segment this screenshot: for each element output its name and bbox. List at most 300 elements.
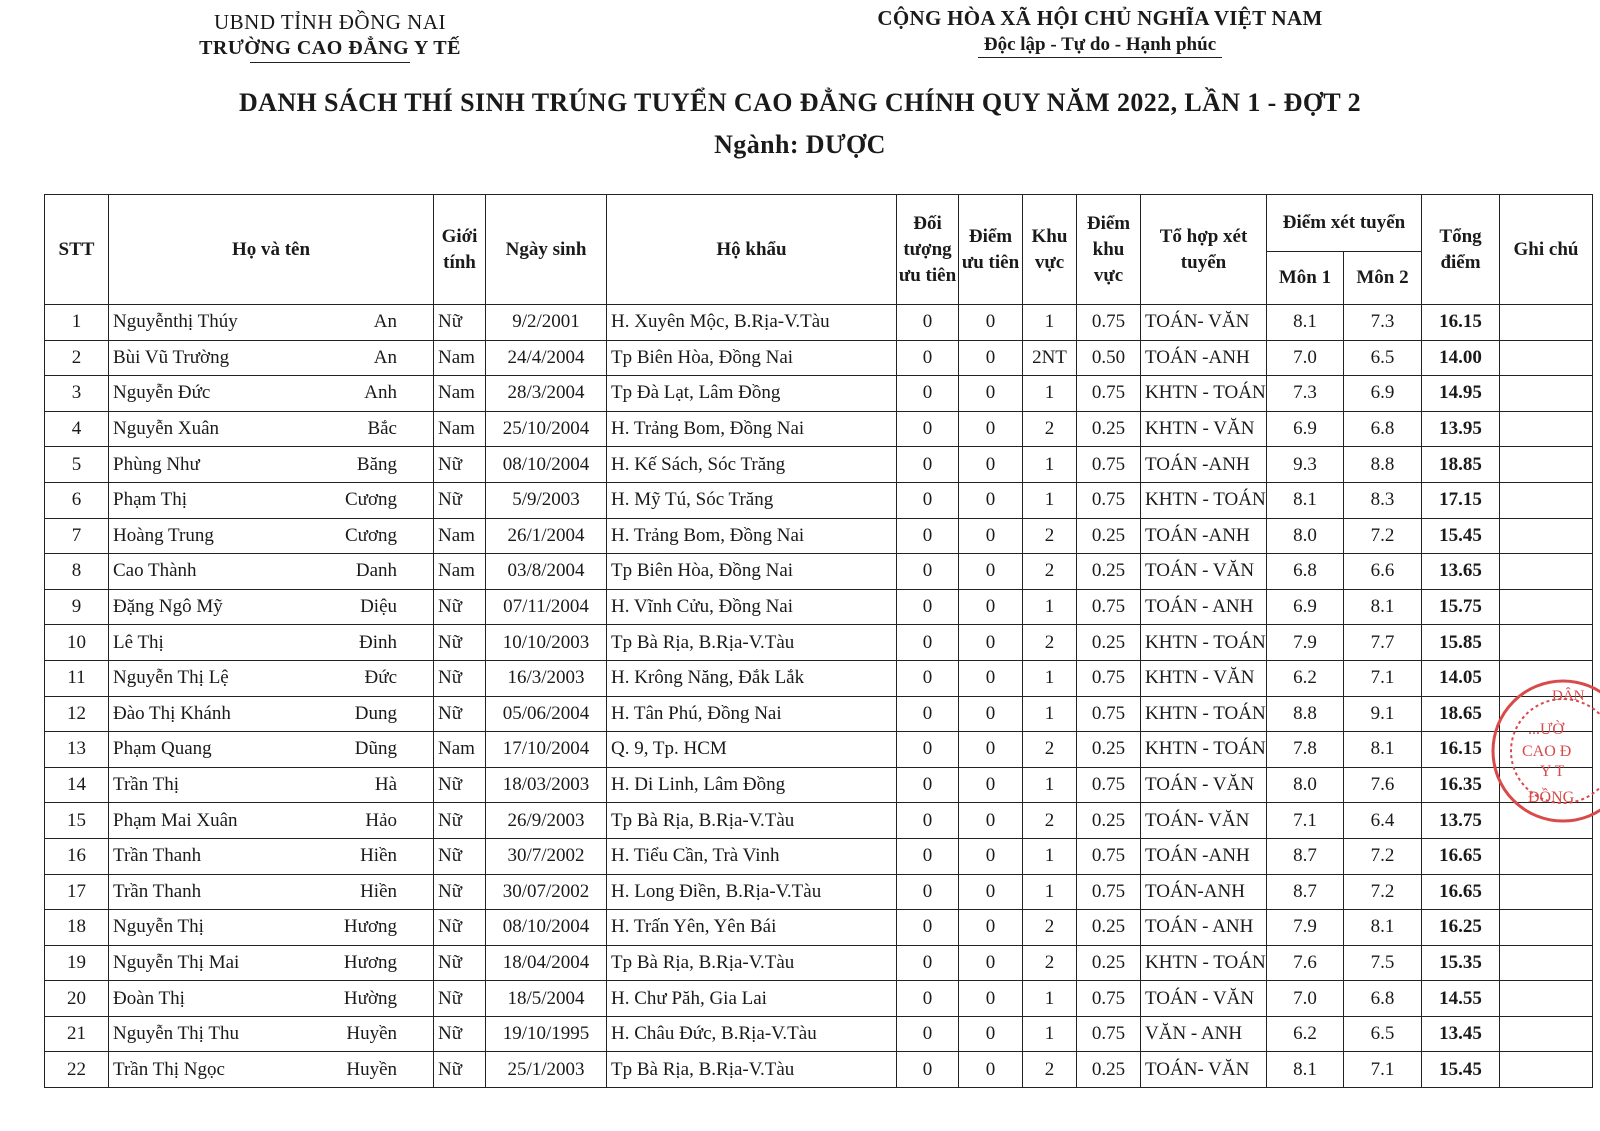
cell-name <box>109 447 434 483</box>
cell-gender: Nam <box>434 732 486 768</box>
first-name: Đinh <box>359 631 397 653</box>
cell-region: 1 <box>1023 838 1077 874</box>
cell-priority-group: 0 <box>897 803 959 839</box>
cell-gender: Nữ <box>434 981 486 1017</box>
cell-name <box>109 874 434 910</box>
col-header-region-points: Điểm khu vực <box>1077 195 1141 305</box>
cell-combo: KHTN - TOÁN <box>1141 376 1267 412</box>
first-name: Bắc <box>367 418 397 440</box>
header-left <box>165 10 495 63</box>
cell-region: 1 <box>1023 589 1077 625</box>
cell-subject-1: 7.8 <box>1267 732 1344 768</box>
cell-priority-points: 0 <box>959 874 1023 910</box>
cell-name <box>109 1052 434 1088</box>
cell-name <box>109 518 434 554</box>
first-name: Dung <box>354 702 397 724</box>
cell-region: 2 <box>1023 518 1077 554</box>
cell-stt: 4 <box>45 411 109 447</box>
cell-combo: TOÁN - ANH <box>1141 589 1267 625</box>
table-row <box>45 376 1593 412</box>
cell-gender: Nữ <box>434 305 486 341</box>
cell-combo: TOÁN - VĂN <box>1141 981 1267 1017</box>
cell-priority-points: 0 <box>959 376 1023 412</box>
cell-name <box>109 767 434 803</box>
cell-priority-points: 0 <box>959 518 1023 554</box>
cell-gender: Nữ <box>434 767 486 803</box>
cell-priority-group: 0 <box>897 981 959 1017</box>
last-middle-name: Nguyễnthị Thúy <box>113 311 238 333</box>
cell-gender: Nữ <box>434 803 486 839</box>
cell-priority-group: 0 <box>897 732 959 768</box>
table-row <box>45 1052 1593 1088</box>
cell-name <box>109 910 434 946</box>
cell-note <box>1500 838 1593 874</box>
cell-subject-2: 7.1 <box>1344 1052 1422 1088</box>
cell-gender: Nữ <box>434 945 486 981</box>
first-name: Dũng <box>354 738 397 760</box>
cell-dob: 18/03/2003 <box>486 767 607 803</box>
cell-address: H. Châu Đức, B.Rịa-V.Tàu <box>607 1016 897 1052</box>
cell-priority-points: 0 <box>959 447 1023 483</box>
cell-region-points: 0.25 <box>1077 554 1141 590</box>
cell-subject-2: 7.2 <box>1344 838 1422 874</box>
org-underline <box>250 62 410 63</box>
cell-gender: Nữ <box>434 625 486 661</box>
full-name <box>109 810 433 832</box>
cell-dob: 17/10/2004 <box>486 732 607 768</box>
cell-region: 1 <box>1023 696 1077 732</box>
cell-stt: 15 <box>45 803 109 839</box>
cell-region: 2 <box>1023 945 1077 981</box>
cell-combo: TOÁN - VĂN <box>1141 767 1267 803</box>
last-middle-name: Phạm Quang <box>113 738 212 760</box>
cell-gender: Nữ <box>434 838 486 874</box>
last-middle-name: Nguyễn Thị <box>113 916 204 938</box>
cell-note <box>1500 981 1593 1017</box>
cell-total: 14.05 <box>1422 660 1500 696</box>
table-row <box>45 874 1593 910</box>
document-title: DANH SÁCH THÍ SINH TRÚNG TUYỂN CAO ĐẲNG CHÍNH QUY NĂM 2022, LẦN 1 - ĐỢT 2 <box>238 88 1362 117</box>
cell-subject-1: 8.8 <box>1267 696 1344 732</box>
cell-address: H. Di Linh, Lâm Đồng <box>607 767 897 803</box>
col-header-priority-group: Đối tượng ưu tiên <box>897 195 959 305</box>
cell-region-points: 0.25 <box>1077 910 1141 946</box>
cell-priority-points: 0 <box>959 910 1023 946</box>
cell-combo: TOÁN - ANH <box>1141 910 1267 946</box>
cell-region: 1 <box>1023 482 1077 518</box>
cell-note <box>1500 910 1593 946</box>
cell-region: 2 <box>1023 732 1077 768</box>
full-name <box>109 418 433 440</box>
cell-gender: Nam <box>434 340 486 376</box>
table-row <box>45 1016 1593 1052</box>
cell-subject-2: 6.8 <box>1344 981 1422 1017</box>
cell-name <box>109 589 434 625</box>
cell-name <box>109 803 434 839</box>
stamp-text-top: DÂN <box>1552 688 1585 704</box>
cell-name <box>109 945 434 981</box>
cell-address: H. Trảng Bom, Đồng Nai <box>607 411 897 447</box>
cell-subject-1: 6.2 <box>1267 660 1344 696</box>
cell-subject-2: 6.5 <box>1344 340 1422 376</box>
cell-total: 16.65 <box>1422 874 1500 910</box>
cell-gender: Nữ <box>434 447 486 483</box>
last-middle-name: Phùng Như <box>113 453 200 475</box>
cell-priority-group: 0 <box>897 411 959 447</box>
cell-gender: Nam <box>434 554 486 590</box>
col-header-stt: STT <box>45 195 109 305</box>
cell-priority-group: 0 <box>897 305 959 341</box>
cell-stt: 18 <box>45 910 109 946</box>
cell-address: H. Tiểu Cần, Trà Vinh <box>607 838 897 874</box>
cell-gender: Nữ <box>434 874 486 910</box>
first-name: An <box>373 311 397 333</box>
cell-total: 15.75 <box>1422 589 1500 625</box>
cell-gender: Nữ <box>434 1052 486 1088</box>
cell-total: 16.65 <box>1422 838 1500 874</box>
cell-subject-1: 6.2 <box>1267 1016 1344 1052</box>
cell-dob: 26/1/2004 <box>486 518 607 554</box>
stamp-text-mid-3: Y T <box>1540 763 1565 780</box>
cell-name <box>109 838 434 874</box>
cell-priority-points: 0 <box>959 340 1023 376</box>
cell-priority-group: 0 <box>897 376 959 412</box>
cell-priority-points: 0 <box>959 981 1023 1017</box>
full-name <box>109 525 433 547</box>
cell-note <box>1500 376 1593 412</box>
cell-priority-group: 0 <box>897 447 959 483</box>
cell-total: 16.15 <box>1422 732 1500 768</box>
nation-line-1: CỘNG HÒA XÃ HỘI CHỦ NGHĨA VIỆT NAM <box>877 6 1323 30</box>
cell-subject-2: 7.6 <box>1344 767 1422 803</box>
cell-region: 1 <box>1023 874 1077 910</box>
cell-combo: KHTN - VĂN <box>1141 660 1267 696</box>
cell-name <box>109 305 434 341</box>
table-row <box>45 696 1593 732</box>
table-row <box>45 482 1593 518</box>
full-name <box>109 952 433 974</box>
cell-priority-points: 0 <box>959 554 1023 590</box>
cell-combo: TOÁN- VĂN <box>1141 803 1267 839</box>
col-header-note: Ghi chú <box>1500 195 1593 305</box>
cell-dob: 19/10/1995 <box>486 1016 607 1052</box>
cell-region: 2NT <box>1023 340 1077 376</box>
cell-subject-2: 7.2 <box>1344 874 1422 910</box>
cell-region-points: 0.75 <box>1077 660 1141 696</box>
cell-subject-2: 7.5 <box>1344 945 1422 981</box>
cell-subject-2: 8.3 <box>1344 482 1422 518</box>
cell-region-points: 0.25 <box>1077 625 1141 661</box>
cell-note <box>1500 767 1593 803</box>
cell-note <box>1500 340 1593 376</box>
cell-subject-1: 8.1 <box>1267 1052 1344 1088</box>
cell-address: H. Trảng Bom, Đồng Nai <box>607 518 897 554</box>
cell-combo: KHTN - TOÁN <box>1141 482 1267 518</box>
cell-stt: 14 <box>45 767 109 803</box>
cell-stt: 9 <box>45 589 109 625</box>
cell-total: 15.85 <box>1422 625 1500 661</box>
cell-combo: TOÁN - VĂN <box>1141 554 1267 590</box>
cell-name <box>109 625 434 661</box>
cell-note <box>1500 447 1593 483</box>
cell-priority-group: 0 <box>897 340 959 376</box>
cell-name <box>109 411 434 447</box>
cell-gender: Nữ <box>434 589 486 625</box>
cell-name <box>109 732 434 768</box>
full-name <box>109 489 433 511</box>
cell-dob: 10/10/2003 <box>486 625 607 661</box>
cell-region-points: 0.75 <box>1077 1016 1141 1052</box>
stamp-text-bottom: ĐỒNG <box>1528 789 1575 806</box>
last-middle-name: Nguyễn Đức <box>113 382 211 404</box>
cell-dob: 30/7/2002 <box>486 838 607 874</box>
cell-total: 13.75 <box>1422 803 1500 839</box>
cell-subject-2: 8.1 <box>1344 910 1422 946</box>
cell-note <box>1500 732 1593 768</box>
full-name <box>109 703 433 725</box>
cell-name <box>109 554 434 590</box>
cell-subject-1: 9.3 <box>1267 447 1344 483</box>
org-line-2: TRƯỜNG CAO ĐẲNG Y TẾ <box>199 37 461 59</box>
cell-subject-1: 7.1 <box>1267 803 1344 839</box>
cell-note <box>1500 589 1593 625</box>
cell-priority-group: 0 <box>897 1016 959 1052</box>
table-row <box>45 340 1593 376</box>
cell-subject-1: 7.9 <box>1267 910 1344 946</box>
col-header-scores: Điểm xét tuyển <box>1267 195 1422 252</box>
cell-priority-group: 0 <box>897 874 959 910</box>
cell-stt: 3 <box>45 376 109 412</box>
cell-gender: Nữ <box>434 910 486 946</box>
cell-region: 1 <box>1023 447 1077 483</box>
first-name: Hiền <box>360 845 397 867</box>
cell-priority-points: 0 <box>959 767 1023 803</box>
cell-subject-1: 8.1 <box>1267 482 1344 518</box>
cell-dob: 24/4/2004 <box>486 340 607 376</box>
cell-subject-2: 6.8 <box>1344 411 1422 447</box>
first-name: Cương <box>344 489 397 511</box>
cell-subject-2: 6.9 <box>1344 376 1422 412</box>
cell-priority-group: 0 <box>897 696 959 732</box>
cell-region-points: 0.75 <box>1077 482 1141 518</box>
last-middle-name: Đặng Ngô Mỹ <box>113 596 223 618</box>
cell-stt: 17 <box>45 874 109 910</box>
table-row <box>45 554 1593 590</box>
cell-dob: 03/8/2004 <box>486 554 607 590</box>
cell-note <box>1500 625 1593 661</box>
cell-priority-points: 0 <box>959 732 1023 768</box>
cell-address: Tp Biên Hòa, Đồng Nai <box>607 340 897 376</box>
last-middle-name: Trần Thanh <box>113 845 202 867</box>
cell-priority-points: 0 <box>959 660 1023 696</box>
last-middle-name: Cao Thành <box>113 560 197 582</box>
cell-gender: Nữ <box>434 1016 486 1052</box>
cell-dob: 08/10/2004 <box>486 447 607 483</box>
last-middle-name: Trần Thị Ngọc <box>113 1058 225 1080</box>
table-row <box>45 625 1593 661</box>
cell-dob: 30/07/2002 <box>486 874 607 910</box>
cell-total: 18.85 <box>1422 447 1500 483</box>
cell-subject-1: 7.3 <box>1267 376 1344 412</box>
cell-name <box>109 981 434 1017</box>
cell-address: Tp Bà Rịa, B.Rịa-V.Tàu <box>607 803 897 839</box>
col-header-region: Khu vực <box>1023 195 1077 305</box>
cell-region: 2 <box>1023 803 1077 839</box>
full-name <box>109 845 433 867</box>
cell-stt: 22 <box>45 1052 109 1088</box>
cell-stt: 19 <box>45 945 109 981</box>
cell-region: 2 <box>1023 554 1077 590</box>
nation-line-2: Độc lập - Tự do - Hạnh phúc <box>978 34 1222 58</box>
cell-priority-points: 0 <box>959 696 1023 732</box>
cell-note <box>1500 803 1593 839</box>
cell-region-points: 0.75 <box>1077 696 1141 732</box>
cell-address: H. Xuyên Mộc, B.Rịa-V.Tàu <box>607 305 897 341</box>
cell-priority-group: 0 <box>897 1052 959 1088</box>
cell-note <box>1500 874 1593 910</box>
cell-subject-2: 9.1 <box>1344 696 1422 732</box>
col-header-total: Tổng điểm <box>1422 195 1500 305</box>
admission-table <box>44 194 1593 1088</box>
cell-region: 1 <box>1023 981 1077 1017</box>
first-name: Đức <box>364 667 397 689</box>
cell-subject-2: 7.2 <box>1344 518 1422 554</box>
first-name: Hương <box>343 951 397 973</box>
full-name <box>109 1059 433 1081</box>
cell-priority-points: 0 <box>959 305 1023 341</box>
cell-region-points: 0.25 <box>1077 518 1141 554</box>
table-row <box>45 981 1593 1017</box>
cell-note <box>1500 518 1593 554</box>
cell-stt: 7 <box>45 518 109 554</box>
cell-region-points: 0.75 <box>1077 874 1141 910</box>
last-middle-name: Nguyễn Thị Mai <box>113 951 240 973</box>
cell-gender: Nam <box>434 376 486 412</box>
cell-subject-1: 7.6 <box>1267 945 1344 981</box>
cell-combo: VĂN - ANH <box>1141 1016 1267 1052</box>
cell-dob: 25/1/2003 <box>486 1052 607 1088</box>
cell-address: H. Long Điền, B.Rịa-V.Tàu <box>607 874 897 910</box>
header-right <box>850 6 1350 58</box>
last-middle-name: Hoàng Trung <box>113 524 214 546</box>
first-name: An <box>373 346 397 368</box>
first-name: Băng <box>356 453 397 475</box>
cell-total: 16.25 <box>1422 910 1500 946</box>
full-name <box>109 988 433 1010</box>
cell-address: Tp Đà Lạt, Lâm Đồng <box>607 376 897 412</box>
cell-region-points: 0.25 <box>1077 803 1141 839</box>
last-middle-name: Đoàn Thị <box>113 987 185 1009</box>
cell-subject-1: 8.7 <box>1267 838 1344 874</box>
cell-combo: TOÁN -ANH <box>1141 340 1267 376</box>
cell-address: Tp Bà Rịa, B.Rịa-V.Tàu <box>607 1052 897 1088</box>
cell-stt: 5 <box>45 447 109 483</box>
last-middle-name: Đào Thị Khánh <box>113 702 231 724</box>
col-header-subject-2: Môn 2 <box>1344 252 1422 305</box>
last-middle-name: Trần Thanh <box>113 880 202 902</box>
cell-name <box>109 1016 434 1052</box>
cell-priority-points: 0 <box>959 1052 1023 1088</box>
cell-combo: KHTN - TOÁN <box>1141 732 1267 768</box>
cell-note <box>1500 1016 1593 1052</box>
cell-address: Tp Bà Rịa, B.Rịa-V.Tàu <box>607 945 897 981</box>
cell-priority-group: 0 <box>897 838 959 874</box>
first-name: Hảo <box>365 809 397 831</box>
cell-region-points: 0.75 <box>1077 838 1141 874</box>
cell-note <box>1500 1052 1593 1088</box>
document-subtitle: Ngành: DƯỢC <box>714 130 886 159</box>
table-row <box>45 589 1593 625</box>
cell-region: 2 <box>1023 625 1077 661</box>
cell-stt: 1 <box>45 305 109 341</box>
cell-name <box>109 696 434 732</box>
cell-stt: 21 <box>45 1016 109 1052</box>
cell-combo: TOÁN -ANH <box>1141 447 1267 483</box>
col-header-subject-1: Môn 1 <box>1267 252 1344 305</box>
cell-combo: KHTN - TOÁN <box>1141 945 1267 981</box>
cell-subject-1: 7.0 <box>1267 981 1344 1017</box>
cell-priority-group: 0 <box>897 910 959 946</box>
cell-address: Q. 9, Tp. HCM <box>607 732 897 768</box>
cell-note <box>1500 554 1593 590</box>
table-row <box>45 305 1593 341</box>
cell-priority-group: 0 <box>897 625 959 661</box>
cell-priority-group: 0 <box>897 767 959 803</box>
cell-combo: KHTN - TOÁN <box>1141 696 1267 732</box>
cell-total: 17.15 <box>1422 482 1500 518</box>
last-middle-name: Bùi Vũ Trường <box>113 346 230 368</box>
org-line-1: UBND TỈNH ĐỒNG NAI <box>213 10 446 34</box>
cell-subject-1: 6.8 <box>1267 554 1344 590</box>
col-header-combo: Tổ hợp xét tuyển <box>1141 195 1267 305</box>
cell-combo: KHTN - TOÁN <box>1141 625 1267 661</box>
full-name <box>109 667 433 689</box>
cell-note <box>1500 482 1593 518</box>
full-name <box>109 454 433 476</box>
table-row <box>45 732 1593 768</box>
first-name: Hà <box>374 774 397 796</box>
cell-subject-2: 6.6 <box>1344 554 1422 590</box>
col-header-dob: Ngày sinh <box>486 195 607 305</box>
stamp-text-mid-2: CAO Đ <box>1522 743 1572 760</box>
cell-total: 15.35 <box>1422 945 1500 981</box>
cell-stt: 20 <box>45 981 109 1017</box>
cell-dob: 08/10/2004 <box>486 910 607 946</box>
cell-total: 14.00 <box>1422 340 1500 376</box>
cell-total: 13.65 <box>1422 554 1500 590</box>
last-middle-name: Phạm Mai Xuân <box>113 809 238 831</box>
cell-combo: TOÁN -ANH <box>1141 518 1267 554</box>
cell-address: H. Tân Phú, Đồng Nai <box>607 696 897 732</box>
cell-gender: Nữ <box>434 482 486 518</box>
cell-total: 15.45 <box>1422 1052 1500 1088</box>
cell-region-points: 0.25 <box>1077 411 1141 447</box>
stamp-text-mid-1: ...ƯỜ <box>1528 721 1564 738</box>
cell-subject-1: 8.7 <box>1267 874 1344 910</box>
cell-subject-2: 6.4 <box>1344 803 1422 839</box>
first-name: Cương <box>344 524 397 546</box>
cell-region-points: 0.75 <box>1077 447 1141 483</box>
cell-name <box>109 482 434 518</box>
cell-address: H. Trấn Yên, Yên Bái <box>607 910 897 946</box>
cell-subject-1: 8.0 <box>1267 767 1344 803</box>
first-name: Hường <box>343 987 397 1009</box>
cell-stt: 11 <box>45 660 109 696</box>
full-name <box>109 1023 433 1045</box>
cell-address: H. Mỹ Tú, Sóc Trăng <box>607 482 897 518</box>
cell-dob: 16/3/2003 <box>486 660 607 696</box>
cell-priority-group: 0 <box>897 589 959 625</box>
